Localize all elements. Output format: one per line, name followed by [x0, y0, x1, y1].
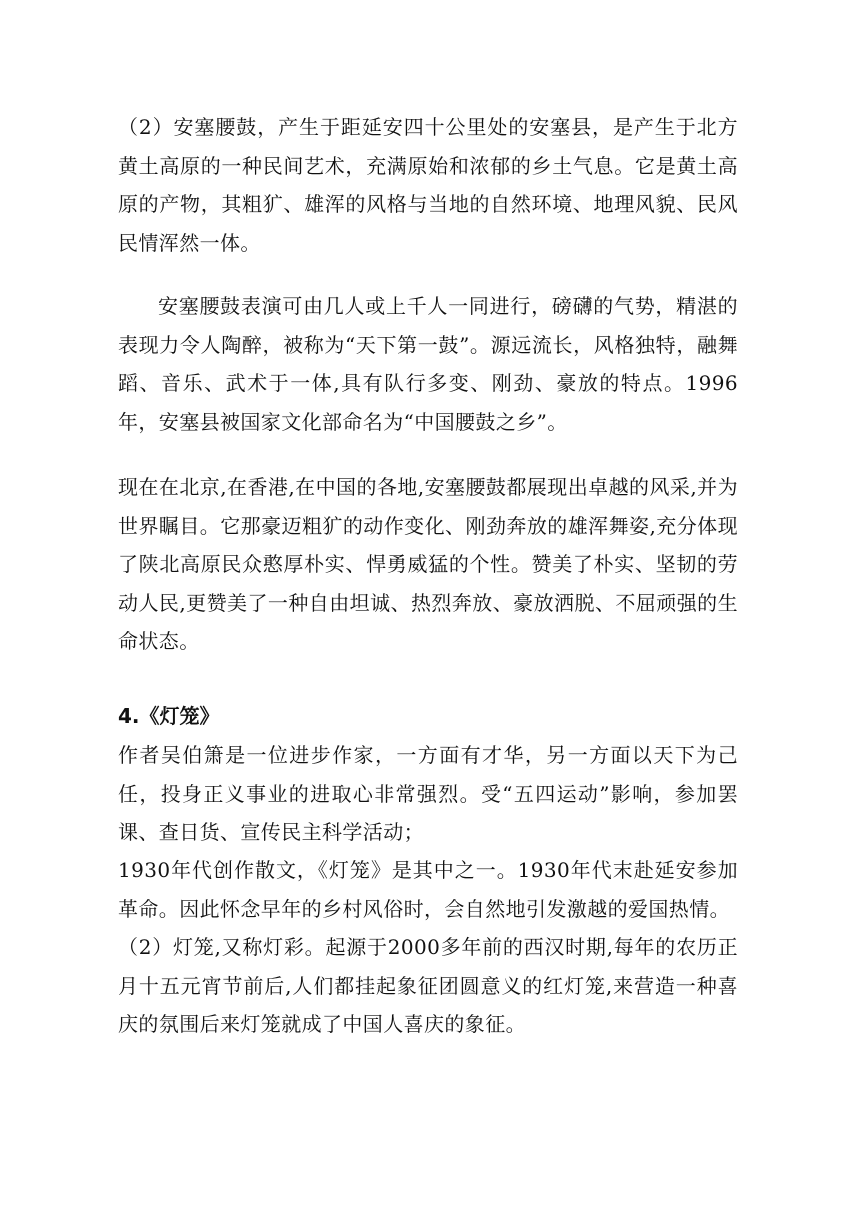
paragraph-author-intro: 作者吴伯箫是一位进步作家，一方面有才华，另一方面以天下为己任，投身正义事业的进取心非常强烈。受“五四运动”影响，参加罢课、查日货、宣传民主科学活动；	[118, 743, 738, 844]
paragraph-author-career: 1930年代创作散文，《灯笼》是其中之一。1930年代末赴延安参加革命。因此怀念早年的乡村风俗时，会自然地引发激越的爱国热情。	[118, 858, 738, 921]
paragraph-ansai-drum-today: 现在在北京,在香港,在中国的各地,安塞腰鼓都展现出卓越的风采,并为世界瞩目。它那豪迈粗犷的动作变化、刚劲奔放的雄浑舞姿,充分体现了陕北高原民众憨厚朴实、悍勇威猛的个性。赞美了朴实、坚韧的劳动人民,更赞美了一种自由坦诚、热烈奔放、豪放洒脱、不屈顽强的生命状态。	[118, 475, 738, 653]
paragraph-ansai-drum-origin: （2）安塞腰鼓，产生于距延安四十公里处的安塞县，是产生于北方黄土高原的一种民间艺术，充满原始和浓郁的乡土气息。它是黄土高原的产物，其粗犷、雄浑的风格与当地的自然环境、地理风貌、民风民情浑然一体。	[118, 115, 738, 255]
paragraph-ansai-drum-performance: 安塞腰鼓表演可由几人或上千人一同进行，磅礴的气势，精湛的表现力令人陶醉，被称为“天下第一鼓”。源远流长，风格独特，融舞蹈、音乐、武术于一体,具有队行多变、刚劲、豪放的特点。1996年，安塞县被国家文化部命名为“中国腰鼓之乡”。	[118, 294, 738, 434]
section-heading-lantern: 4.《灯笼》	[118, 704, 220, 728]
paragraph-lantern-origin: （2）灯笼,又称灯彩。起源于2000多年前的西汉时期,每年的农历正月十五元宵节前后,人们都挂起象征团圆意义的红灯笼,来营造一种喜庆的氛围后来灯笼就成了中国人喜庆的象征。	[118, 935, 738, 1036]
